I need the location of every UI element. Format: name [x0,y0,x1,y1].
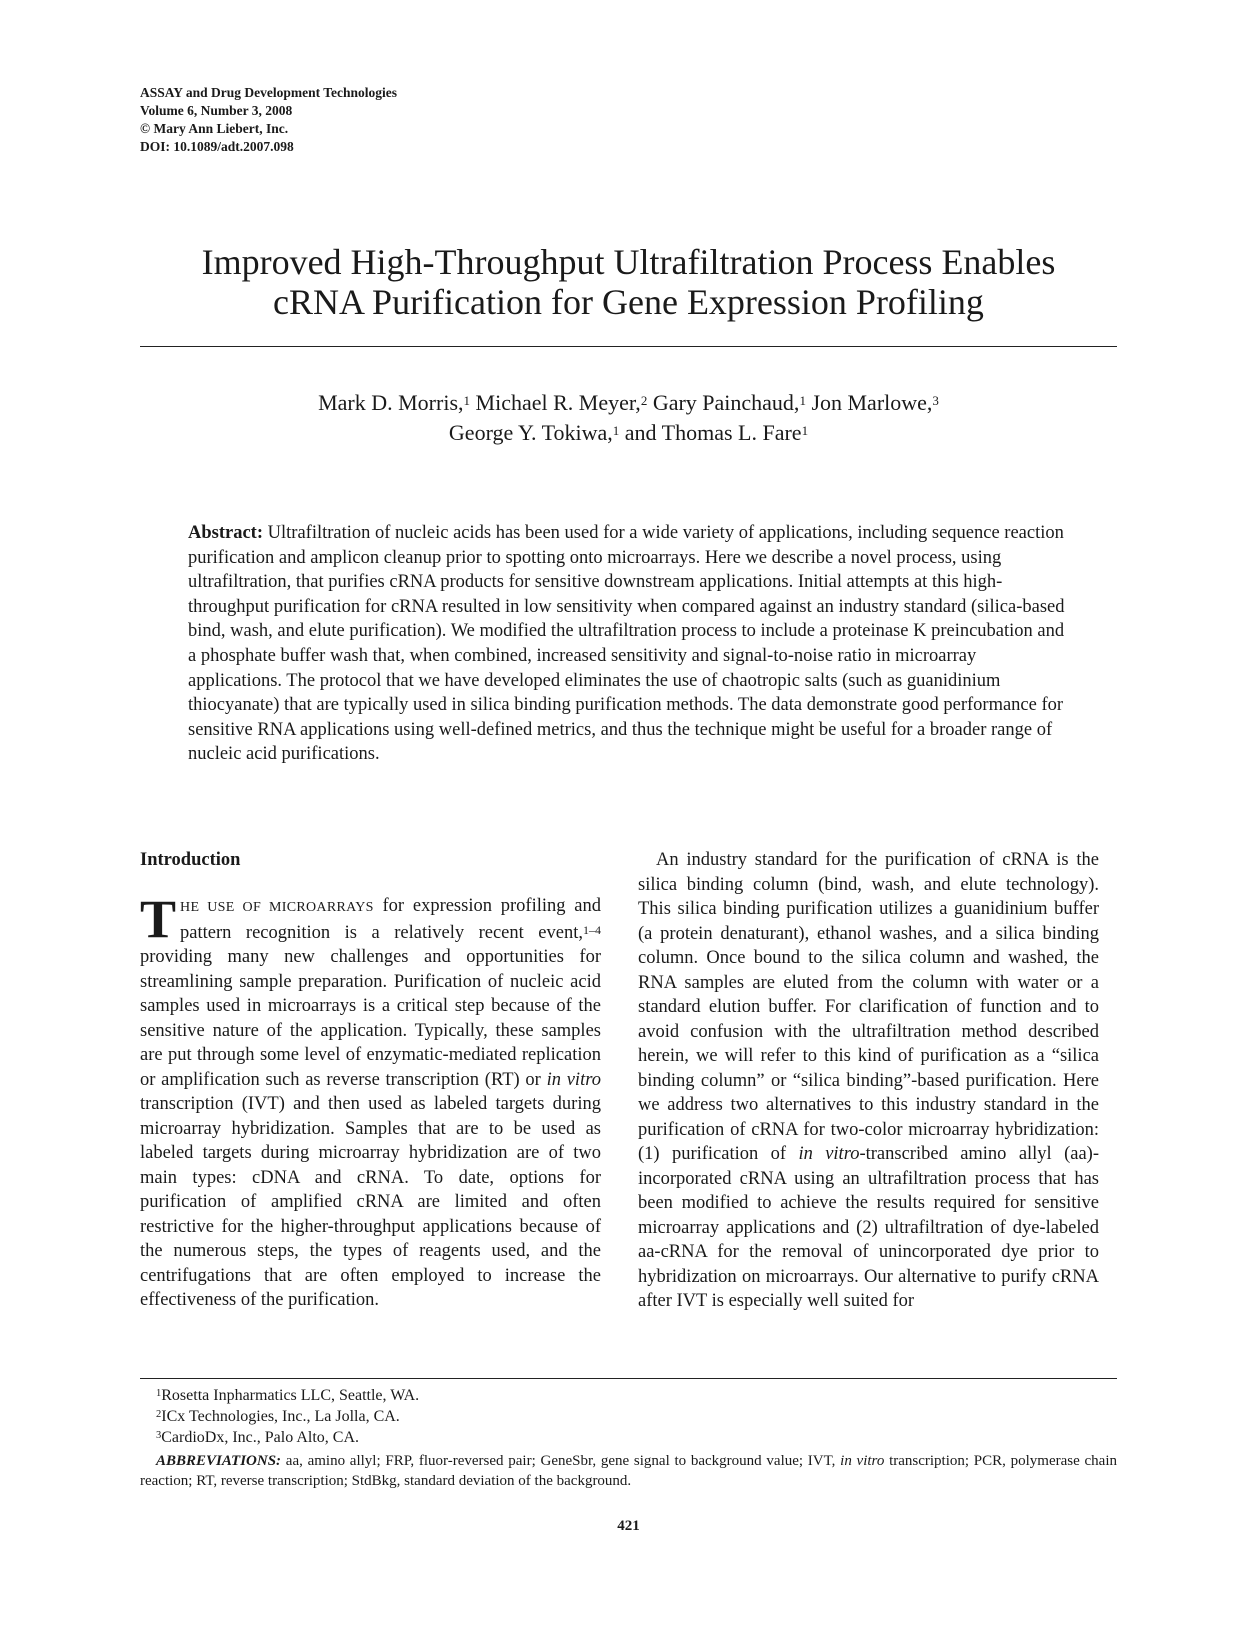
article-title [140,242,1117,322]
section-heading-introduction: Introduction [140,850,241,870]
abbreviations [140,1451,1117,1491]
author-affiliation-mark: 1 [463,393,471,408]
abstract [188,521,1066,767]
affiliation-number: 2 [156,1409,162,1420]
abbreviations-text: transcription; PCR, polymerase chain reaction; RT, reverse transcription; StdBkg, standard deviation of the background. [140,1453,1117,1489]
intro-text: providing many new challenges and opportunities for streamlining sample preparation. Purification of nucleic acid samples used in microarrays is a critical step because of the sensitive nature of the application. Typically, these samples are put through some level of enzymatic-mediated replication or amplification such as reverse transcription (RT) or [140,947,601,1090]
left-column [140,848,601,1313]
title-line-2: cRNA Purification for Gene Expression Profiling [273,282,984,322]
author: Gary Painchaud, [652,390,800,415]
intro-smallcaps: HE USE OF MICROARRAYS [180,900,374,915]
author: and Thomas L. Fare [624,420,802,445]
affiliation-text: ICx Technologies, Inc., La Jolla, CA. [161,1408,400,1425]
abbreviations-label: ABBREVIATIONS: [156,1453,282,1469]
affiliation-text: Rosetta Inpharmatics LLC, Seattle, WA. [161,1387,420,1404]
author: Michael R. Meyer, [475,390,641,415]
title-divider [140,346,1117,347]
intro-paragraph-1 [140,889,601,1313]
author-affiliation-mark: 1 [612,423,620,438]
journal-volume: Volume 6, Number 3, 2008 [140,103,293,118]
affiliation-number: 3 [156,1430,162,1441]
italic-term: in vitro [546,1069,601,1090]
footnote-divider [140,1378,1117,1379]
author: George Y. Tokiwa, [448,420,613,445]
affiliation-text: CardioDx, Inc., Palo Alto, CA. [161,1429,360,1446]
drop-cap: T [140,889,177,949]
author-affiliation-mark: 2 [640,393,648,408]
intro-text: for expression profiling and pattern recognition is a relatively recent event, [180,896,601,943]
affiliations [156,1385,419,1448]
title-line-1: Improved High-Throughput Ultrafiltration Process Enables [201,242,1056,282]
page-number: 421 [617,1518,640,1534]
author: Jon Marlowe, [811,390,933,415]
journal-publisher: © Mary Ann Liebert, Inc. [140,121,289,136]
author-affiliation-mark: 1 [799,393,806,408]
abstract-text: Ultrafiltration of nucleic acids has been used for a wide variety of applications, including sequence reaction purification and amplicon cleanup prior to spotting onto microarrays. Here we describe a novel process, using ultrafiltration, that purifies cRNA products for sensitive downstream applications. Initial attempts at this high-throughput purification for cRNA resulted in low sensitivity when compared against an industry standard (silica-based bind, wash, and elute purification). We modified the ultrafiltration process to include a proteinase K preincubation and a phosphate buffer wash that, when combined, increased sensitivity and signal-to-noise ratio in microarray applications. The protocol that we have developed eliminates the use of chaotropic salts (such as guanidinium thiocyanate) that are typically used in silica binding purification methods. The data demonstrate good performance for sensitive RNA applications using well-defined metrics, and thus the technique might be useful for a broader range of nucleic acid purifications. [188,523,1065,765]
affiliation-item [156,1427,419,1448]
intro-text: transcription (IVT) and then used as labeled targets during microarray hybridization. Samples that are to be used as labeled targets during microarray hybridization are of two main types: cDNA and cRNA. To date, options for purification of amplified cRNA are limited and often restrictive for the higher-throughput applications because of the numerous steps, the types of reagents used, and the centrifugations that are often employed to increase the effectiveness of the purification. [140,1094,601,1310]
intro-paragraph-2 [638,848,1099,1314]
affiliation-item [156,1385,419,1406]
italic-term: in vitro [840,1453,885,1469]
affiliation-item [156,1406,419,1427]
journal-name: ASSAY and Drug Development Technologies [140,85,398,100]
intro-text: An industry standard for the purification of cRNA is the silica binding column (bind, wash, and elute technology). This silica binding purification utilizes a guanidinium buffer (a protein denaturant), ethanol washes, and a silica binding column. Once bound to the silica column and washed, the RNA samples are eluted from the column with water or a standard elution buffer. For clarification of function and to avoid confusion with the ultrafiltration method described herein, we will refer to this kind of purification as a “silica binding column” or “silica binding”-based purification. Here we address two alternatives to this industry standard in the purification of cRNA for two-color microarray hybridization: (1) purification of [638,850,1099,1164]
abstract-label: Abstract: [188,523,264,543]
italic-term: in vitro [798,1144,860,1164]
author-list [140,388,1117,448]
abbreviations-text: aa, amino allyl; FRP, fluor-reversed pair; GeneSbr, gene signal to background value; IVT, [281,1453,841,1469]
intro-text: -transcribed amino allyl (aa)-incorporated cRNA using an ultrafiltration process that has been modified to achieve the results required for sensitive microarray applications and (2) ultrafiltration of dye-labeled aa-cRNA for the removal of unincorporated dye prior to hybridization on microarrays. Our alternative to purify cRNA after IVT is especially well suited for [638,1144,1099,1311]
author-affiliation-mark: 1 [801,423,809,438]
journal-doi: DOI: 10.1089/adt.2007.098 [140,139,294,154]
author-affiliation-mark: 3 [932,393,939,408]
author: Mark D. Morris, [318,390,464,415]
affiliation-number: 1 [156,1388,162,1399]
citation-ref: 1–4 [583,922,601,937]
right-column [638,848,1099,1314]
journal-header [140,84,397,156]
